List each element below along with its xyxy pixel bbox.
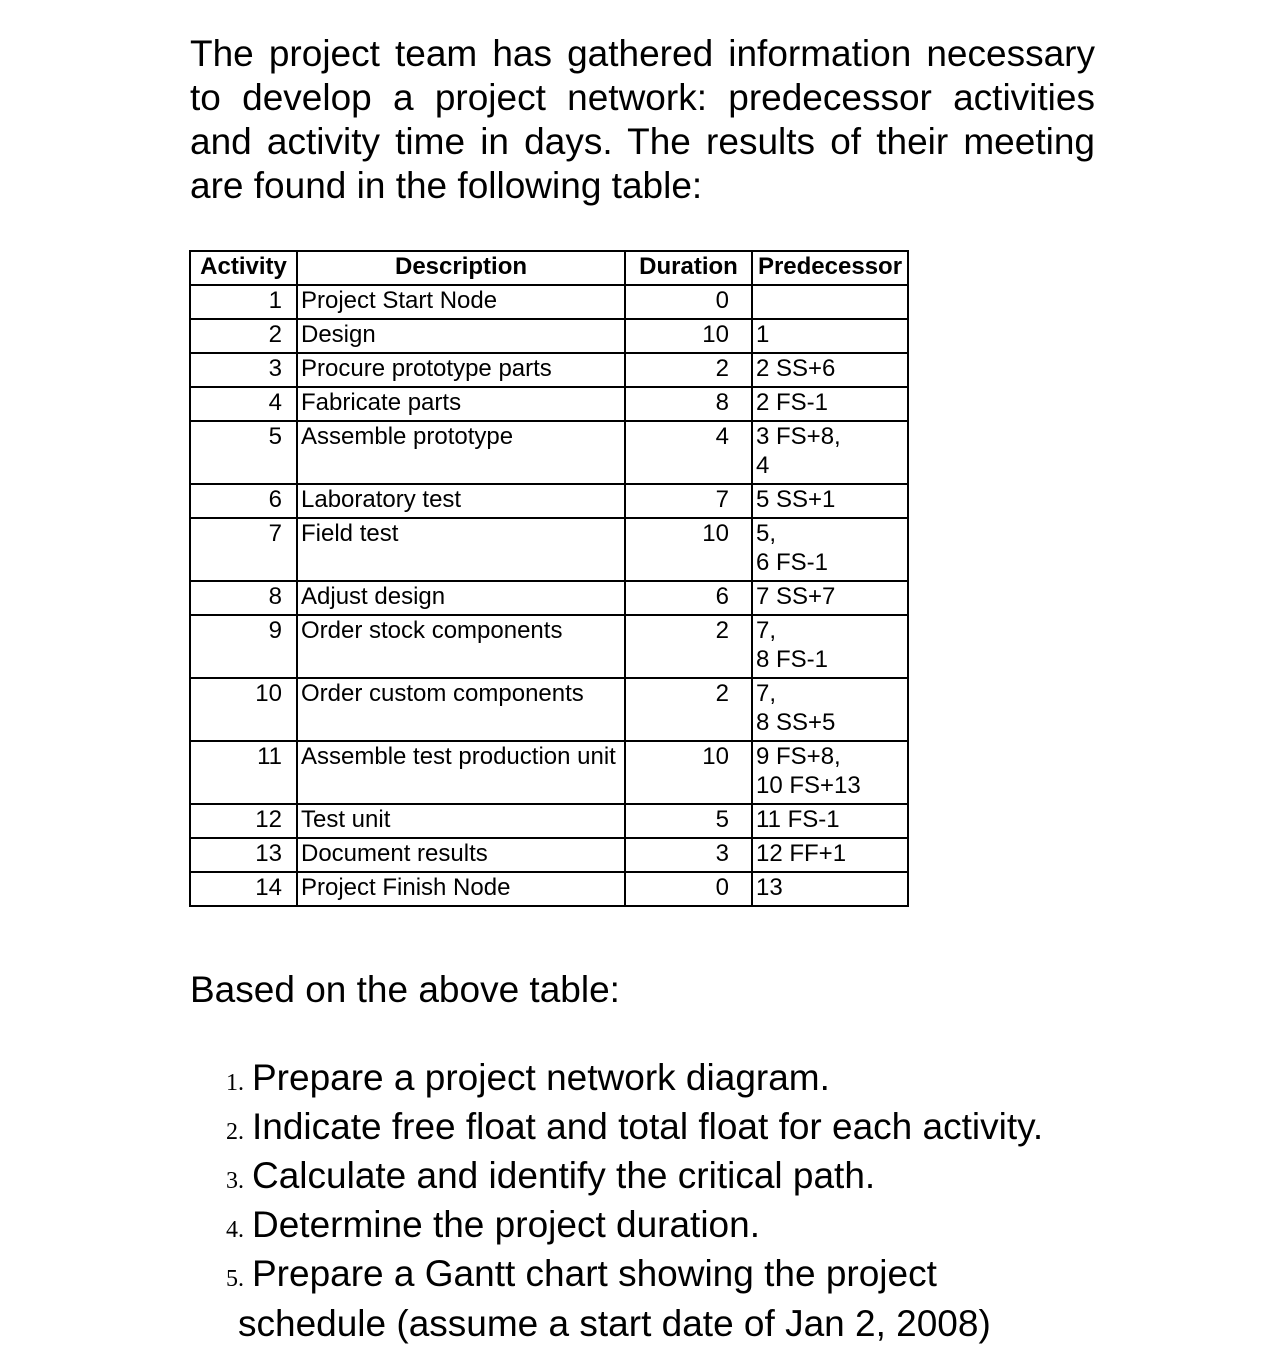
cell-duration: 10 (625, 518, 752, 581)
intro-paragraph: The project team has gathered information necessary to develop a project network: predecessor activities and activity time in days. The results of their meeting are found in the following table: (190, 33, 1095, 206)
cell-duration: 10 (625, 741, 752, 804)
cell-predecessor (752, 421, 908, 484)
cell-description: Order stock components (297, 615, 625, 678)
pred-line-2: 6 FS-1 (756, 549, 829, 576)
table-row (190, 518, 908, 581)
cell-activity: 5 (190, 421, 297, 484)
list-text: Prepare a Gantt chart showing the project (252, 1253, 937, 1294)
table-row (190, 804, 908, 838)
cell-activity: 14 (190, 872, 297, 906)
header-description: Description (297, 251, 625, 285)
cell-activity: 10 (190, 678, 297, 741)
pred-line-1: 7, (756, 680, 777, 707)
table-row (190, 581, 908, 615)
cell-predecessor (752, 872, 908, 906)
cell-description: Field test (297, 518, 625, 581)
cell-predecessor (752, 678, 908, 741)
table-row (190, 678, 908, 741)
cell-duration: 5 (625, 804, 752, 838)
cell-activity: 11 (190, 741, 297, 804)
cell-predecessor (752, 285, 908, 319)
list-text: Determine the project duration. (252, 1204, 760, 1245)
cell-description: Order custom components (297, 678, 625, 741)
cell-predecessor (752, 319, 908, 353)
cell-duration: 8 (625, 387, 752, 421)
pred-line-1: 7 SS+7 (756, 583, 836, 610)
cell-duration: 2 (625, 353, 752, 387)
cell-duration: 3 (625, 838, 752, 872)
cell-description: Project Start Node (297, 285, 625, 319)
table-row (190, 741, 908, 804)
list-number: 4. (226, 1217, 244, 1243)
pred-line-1: 11 FS-1 (756, 806, 840, 833)
header-predecessor: Predecessor (752, 251, 908, 285)
pred-line-1: 5, (756, 520, 777, 547)
cell-predecessor (752, 741, 908, 804)
cell-predecessor (752, 484, 908, 518)
cell-description: Design (297, 319, 625, 353)
cell-duration: 0 (625, 285, 752, 319)
cell-predecessor (752, 353, 908, 387)
pred-line-2: 8 FS-1 (756, 646, 829, 673)
list-number: 3. (226, 1168, 244, 1194)
activity-table (189, 250, 909, 907)
list-text: Indicate free float and total float for each activity. (252, 1106, 1044, 1147)
pred-line-1: 2 SS+6 (756, 355, 836, 382)
table-row (190, 285, 908, 319)
list-item (226, 1252, 1106, 1346)
pred-line-1: 9 FS+8, (756, 743, 841, 770)
table-row (190, 838, 908, 872)
list-number: 2. (226, 1119, 244, 1145)
cell-activity: 9 (190, 615, 297, 678)
pred-line-1: 2 FS-1 (756, 389, 829, 416)
cell-activity: 4 (190, 387, 297, 421)
cell-duration: 0 (625, 872, 752, 906)
cell-activity: 7 (190, 518, 297, 581)
cell-duration: 10 (625, 319, 752, 353)
pred-line-2: 4 (756, 452, 770, 479)
cell-predecessor (752, 804, 908, 838)
list-item (226, 1105, 1106, 1154)
table-row (190, 319, 908, 353)
cell-activity: 6 (190, 484, 297, 518)
cell-activity: 8 (190, 581, 297, 615)
cell-description: Adjust design (297, 581, 625, 615)
task-list (226, 1056, 1106, 1346)
cell-description: Assemble test production unit (297, 741, 625, 804)
pred-line-2: 10 FS+13 (756, 772, 861, 799)
cell-activity: 3 (190, 353, 297, 387)
pred-line-1: 13 (756, 874, 783, 901)
cell-description: Procure prototype parts (297, 353, 625, 387)
list-item (226, 1154, 1106, 1203)
table-row (190, 872, 908, 906)
table-row (190, 484, 908, 518)
cell-activity: 12 (190, 804, 297, 838)
cell-description: Document results (297, 838, 625, 872)
list-text: Calculate and identify the critical path. (252, 1155, 876, 1196)
cell-activity: 1 (190, 285, 297, 319)
pred-line-1: 5 SS+1 (756, 486, 836, 513)
header-activity: Activity (190, 251, 297, 285)
cell-duration: 2 (625, 615, 752, 678)
cell-predecessor (752, 581, 908, 615)
cell-predecessor (752, 615, 908, 678)
table-row (190, 421, 908, 484)
pred-line-2: 8 SS+5 (756, 709, 836, 736)
cell-description: Fabricate parts (297, 387, 625, 421)
cell-duration: 2 (625, 678, 752, 741)
list-number: 5. (226, 1266, 244, 1292)
cell-description: Test unit (297, 804, 625, 838)
cell-predecessor (752, 518, 908, 581)
based-on-heading: Based on the above table: (190, 969, 620, 1010)
cell-predecessor (752, 387, 908, 421)
cell-duration: 4 (625, 421, 752, 484)
pred-line-1: 12 FF+1 (756, 840, 847, 867)
table-row (190, 615, 908, 678)
cell-duration: 7 (625, 484, 752, 518)
cell-duration: 6 (625, 581, 752, 615)
list-item (226, 1056, 1106, 1105)
list-text: Prepare a project network diagram. (252, 1057, 830, 1098)
list-text-continuation: schedule (assume a start date of Jan 2, 2008) (238, 1303, 991, 1344)
cell-activity: 2 (190, 319, 297, 353)
list-item (226, 1203, 1106, 1252)
table-row (190, 353, 908, 387)
pred-line-1: 1 (756, 321, 770, 348)
cell-description: Laboratory test (297, 484, 625, 518)
header-duration: Duration (625, 251, 752, 285)
cell-description: Project Finish Node (297, 872, 625, 906)
table-header-row (190, 251, 908, 285)
table-row (190, 387, 908, 421)
cell-activity: 13 (190, 838, 297, 872)
cell-predecessor (752, 838, 908, 872)
pred-line-1: 3 FS+8, (756, 423, 841, 450)
pred-line-1: 7, (756, 617, 777, 644)
cell-description: Assemble prototype (297, 421, 625, 484)
list-number: 1. (226, 1070, 244, 1096)
